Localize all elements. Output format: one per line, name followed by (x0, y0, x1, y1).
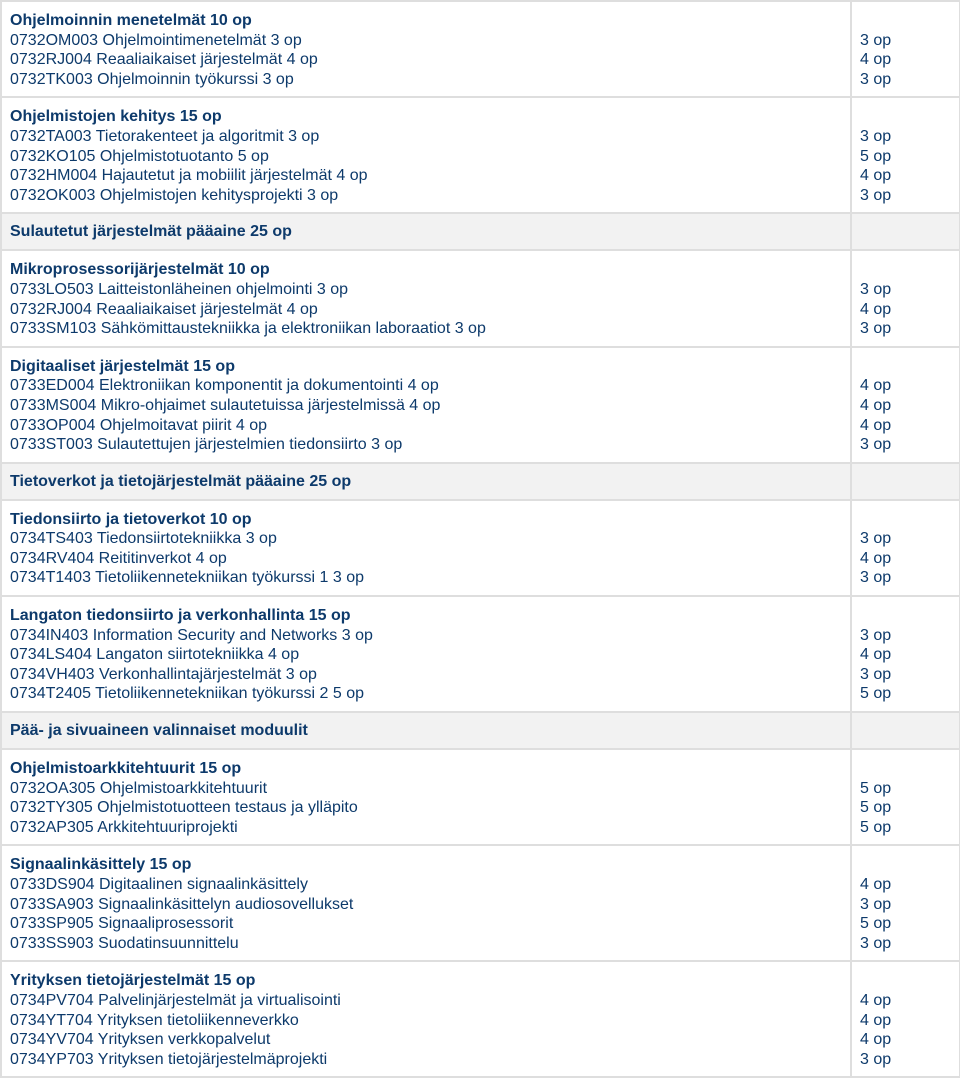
section-cell (1, 463, 851, 500)
course-credits: 4 op (860, 1011, 892, 1029)
course-credits: 5 op (860, 799, 892, 817)
course-name: 0732OK003 Ohjelmistojen kehitysprojekti 3 op (10, 186, 339, 204)
course-name: 0734TS403 Tiedonsiirtotekniikka 3 op (10, 530, 277, 548)
module-title: Signaalinkäsittely 15 op (10, 856, 192, 874)
course-name: 0733SP905 Signaaliprosessorit (10, 915, 234, 933)
module-cell (1, 500, 851, 596)
course-credits: 4 op (860, 549, 892, 567)
module-row (1, 749, 960, 845)
course-credits: 4 op (860, 1031, 892, 1049)
course-credits: 3 op (860, 320, 892, 338)
module-cell (1, 250, 851, 346)
credits-cell (851, 500, 960, 596)
module-cell (1, 97, 851, 213)
course-name: 0734YT704 Yrityksen tietoliikenneverkko (10, 1011, 299, 1029)
course-credits: 4 op (860, 300, 892, 318)
course-name: 0733DS904 Digitaalinen signaalinkäsittely (10, 876, 308, 893)
course-credits: 3 op (860, 1050, 892, 1068)
section-title: Pää- ja sivuaineen valinnaiset moduulit (10, 722, 308, 740)
credits-cell (851, 961, 960, 1077)
course-credits: 5 op (860, 779, 892, 797)
credits-cell (851, 97, 960, 213)
section-credits-cell (851, 213, 960, 250)
course-name: 0732RJ004 Reaaliaikaiset järjestelmät 4 op (10, 51, 318, 69)
course-name: 0734RV404 Reititinverkot 4 op (10, 549, 227, 567)
module-title: Tiedonsiirto ja tietoverkot 10 op (10, 510, 252, 528)
course-credits: 4 op (860, 396, 892, 414)
course-credits: 4 op (860, 51, 892, 69)
course-name: 0733ST003 Sulautettujen järjestelmien tiedonsiirto 3 op (10, 436, 403, 454)
course-name: 0733ED004 Elektroniikan komponentit ja dokumentointi 4 op (10, 377, 439, 395)
module-row (1, 97, 960, 213)
course-name: 0732AP305 Arkkitehtuuriprojekti (10, 818, 238, 836)
module-row (1, 347, 960, 463)
module-title: Ohjelmistojen kehitys 15 op (10, 108, 222, 126)
course-credits: 4 op (860, 991, 892, 1009)
section-cell (1, 213, 851, 250)
module-cell (1, 347, 851, 463)
course-credits: 3 op (860, 895, 892, 913)
module-row (1, 845, 960, 961)
credits-cell (851, 749, 960, 845)
module-cell (1, 845, 851, 961)
module-row (1, 961, 960, 1077)
module-title: Ohjelmistoarkkitehtuurit 15 op (10, 760, 242, 778)
course-name: 0733MS004 Mikro-ohjaimet sulautetuissa järjestelmissä 4 op (10, 396, 441, 414)
section-row (1, 712, 960, 749)
section-row (1, 213, 960, 250)
course-credits: 3 op (860, 569, 892, 587)
course-name: 0732RJ004 Reaaliaikaiset järjestelmät 4 op (10, 300, 318, 318)
section-title: Sulautetut järjestelmät pääaine 25 op (10, 223, 292, 241)
course-name: 0733SS903 Suodatinsuunnittelu (10, 934, 239, 952)
course-name: 0733LO503 Laitteistonläheinen ohjelmointi 3 op (10, 280, 349, 298)
module-cell (1, 961, 851, 1077)
module-title: Langaton tiedonsiirto ja verkonhallinta 15 op (10, 607, 351, 625)
credits-cell (851, 845, 960, 961)
course-credits: 5 op (860, 685, 892, 703)
section-credits-cell (851, 463, 960, 500)
credits-cell (851, 596, 960, 712)
module-title: Digitaaliset järjestelmät 15 op (10, 357, 235, 375)
course-name: 0734T2405 Tietoliikennetekniikan työkurssi 2 5 op (10, 685, 364, 703)
course-credits: 4 op (860, 167, 892, 185)
module-row (1, 250, 960, 346)
course-name: 0734YP703 Yrityksen tietojärjestelmäprojekti (10, 1050, 328, 1068)
section-credits-cell (851, 712, 960, 749)
course-credits: 5 op (860, 147, 892, 165)
course-credits: 3 op (860, 31, 892, 49)
module-row (1, 1, 960, 97)
course-name: 0733SA903 Signaalinkäsittelyn audiosovellukset (10, 895, 354, 913)
course-credits: 5 op (860, 915, 892, 933)
course-name: 0734LS404 Langaton siirtotekniikka 4 op (10, 646, 300, 664)
module-title: Yrityksen tietojärjestelmät 15 op (10, 972, 256, 990)
course-name: 0733SM103 Sähkömittaustekniikka ja elektroniikan laboraatiot 3 op (10, 320, 486, 338)
credits-cell (851, 250, 960, 346)
module-cell (1, 596, 851, 712)
credits-cell (851, 347, 960, 463)
course-name: 0732KO105 Ohjelmistotuotanto 5 op (10, 147, 269, 165)
course-name: 0732HM004 Hajautetut ja mobiilit järjestelmät 4 op (10, 167, 368, 185)
module-title: Mikroprosessorijärjestelmät 10 op (10, 261, 270, 279)
section-row (1, 463, 960, 500)
course-credits: 4 op (860, 876, 892, 893)
course-name: 0734T1403 Tietoliikennetekniikan työkurssi 1 3 op (10, 569, 364, 587)
course-credits: 3 op (860, 934, 892, 952)
course-credits: 3 op (860, 127, 892, 145)
course-name: 0732TA003 Tietorakenteet ja algoritmit 3 op (10, 127, 320, 145)
course-credits: 3 op (860, 280, 892, 298)
course-name: 0734IN403 Information Security and Networks 3 op (10, 626, 373, 644)
course-name: 0734YV704 Yrityksen verkkopalvelut (10, 1031, 271, 1049)
course-name: 0734VH403 Verkonhallintajärjestelmät 3 op (10, 665, 317, 683)
course-name: 0734PV704 Palvelinjärjestelmät ja virtualisointi (10, 991, 341, 1009)
course-credits: 4 op (860, 377, 892, 395)
credits-cell (851, 1, 960, 97)
course-credits: 3 op (860, 626, 892, 644)
course-name: 0732TY305 Ohjelmistotuotteen testaus ja ylläpito (10, 799, 358, 817)
section-title: Tietoverkot ja tietojärjestelmät pääaine 25 op (10, 472, 352, 490)
course-name: 0732OM003 Ohjelmointimenetelmät 3 op (10, 31, 302, 49)
course-credits: 3 op (860, 530, 892, 548)
course-table-body (1, 1, 960, 1077)
course-credits: 5 op (860, 818, 892, 836)
course-credits: 4 op (860, 646, 892, 664)
course-credits: 3 op (860, 186, 892, 204)
section-cell (1, 712, 851, 749)
course-name: 0733OP004 Ohjelmoitavat piirit 4 op (10, 416, 268, 434)
course-credits: 3 op (860, 436, 892, 454)
course-name: 0732TK003 Ohjelmoinnin työkurssi 3 op (10, 70, 294, 88)
course-credits: 3 op (860, 665, 892, 683)
course-name: 0732OA305 Ohjelmistoarkkitehtuurit (10, 779, 268, 797)
course-credits: 3 op (860, 70, 892, 88)
module-row (1, 596, 960, 712)
course-credits: 4 op (860, 416, 892, 434)
module-title: Ohjelmoinnin menetelmät 10 op (10, 12, 252, 29)
module-cell (1, 749, 851, 845)
module-cell (1, 1, 851, 97)
module-row (1, 500, 960, 596)
